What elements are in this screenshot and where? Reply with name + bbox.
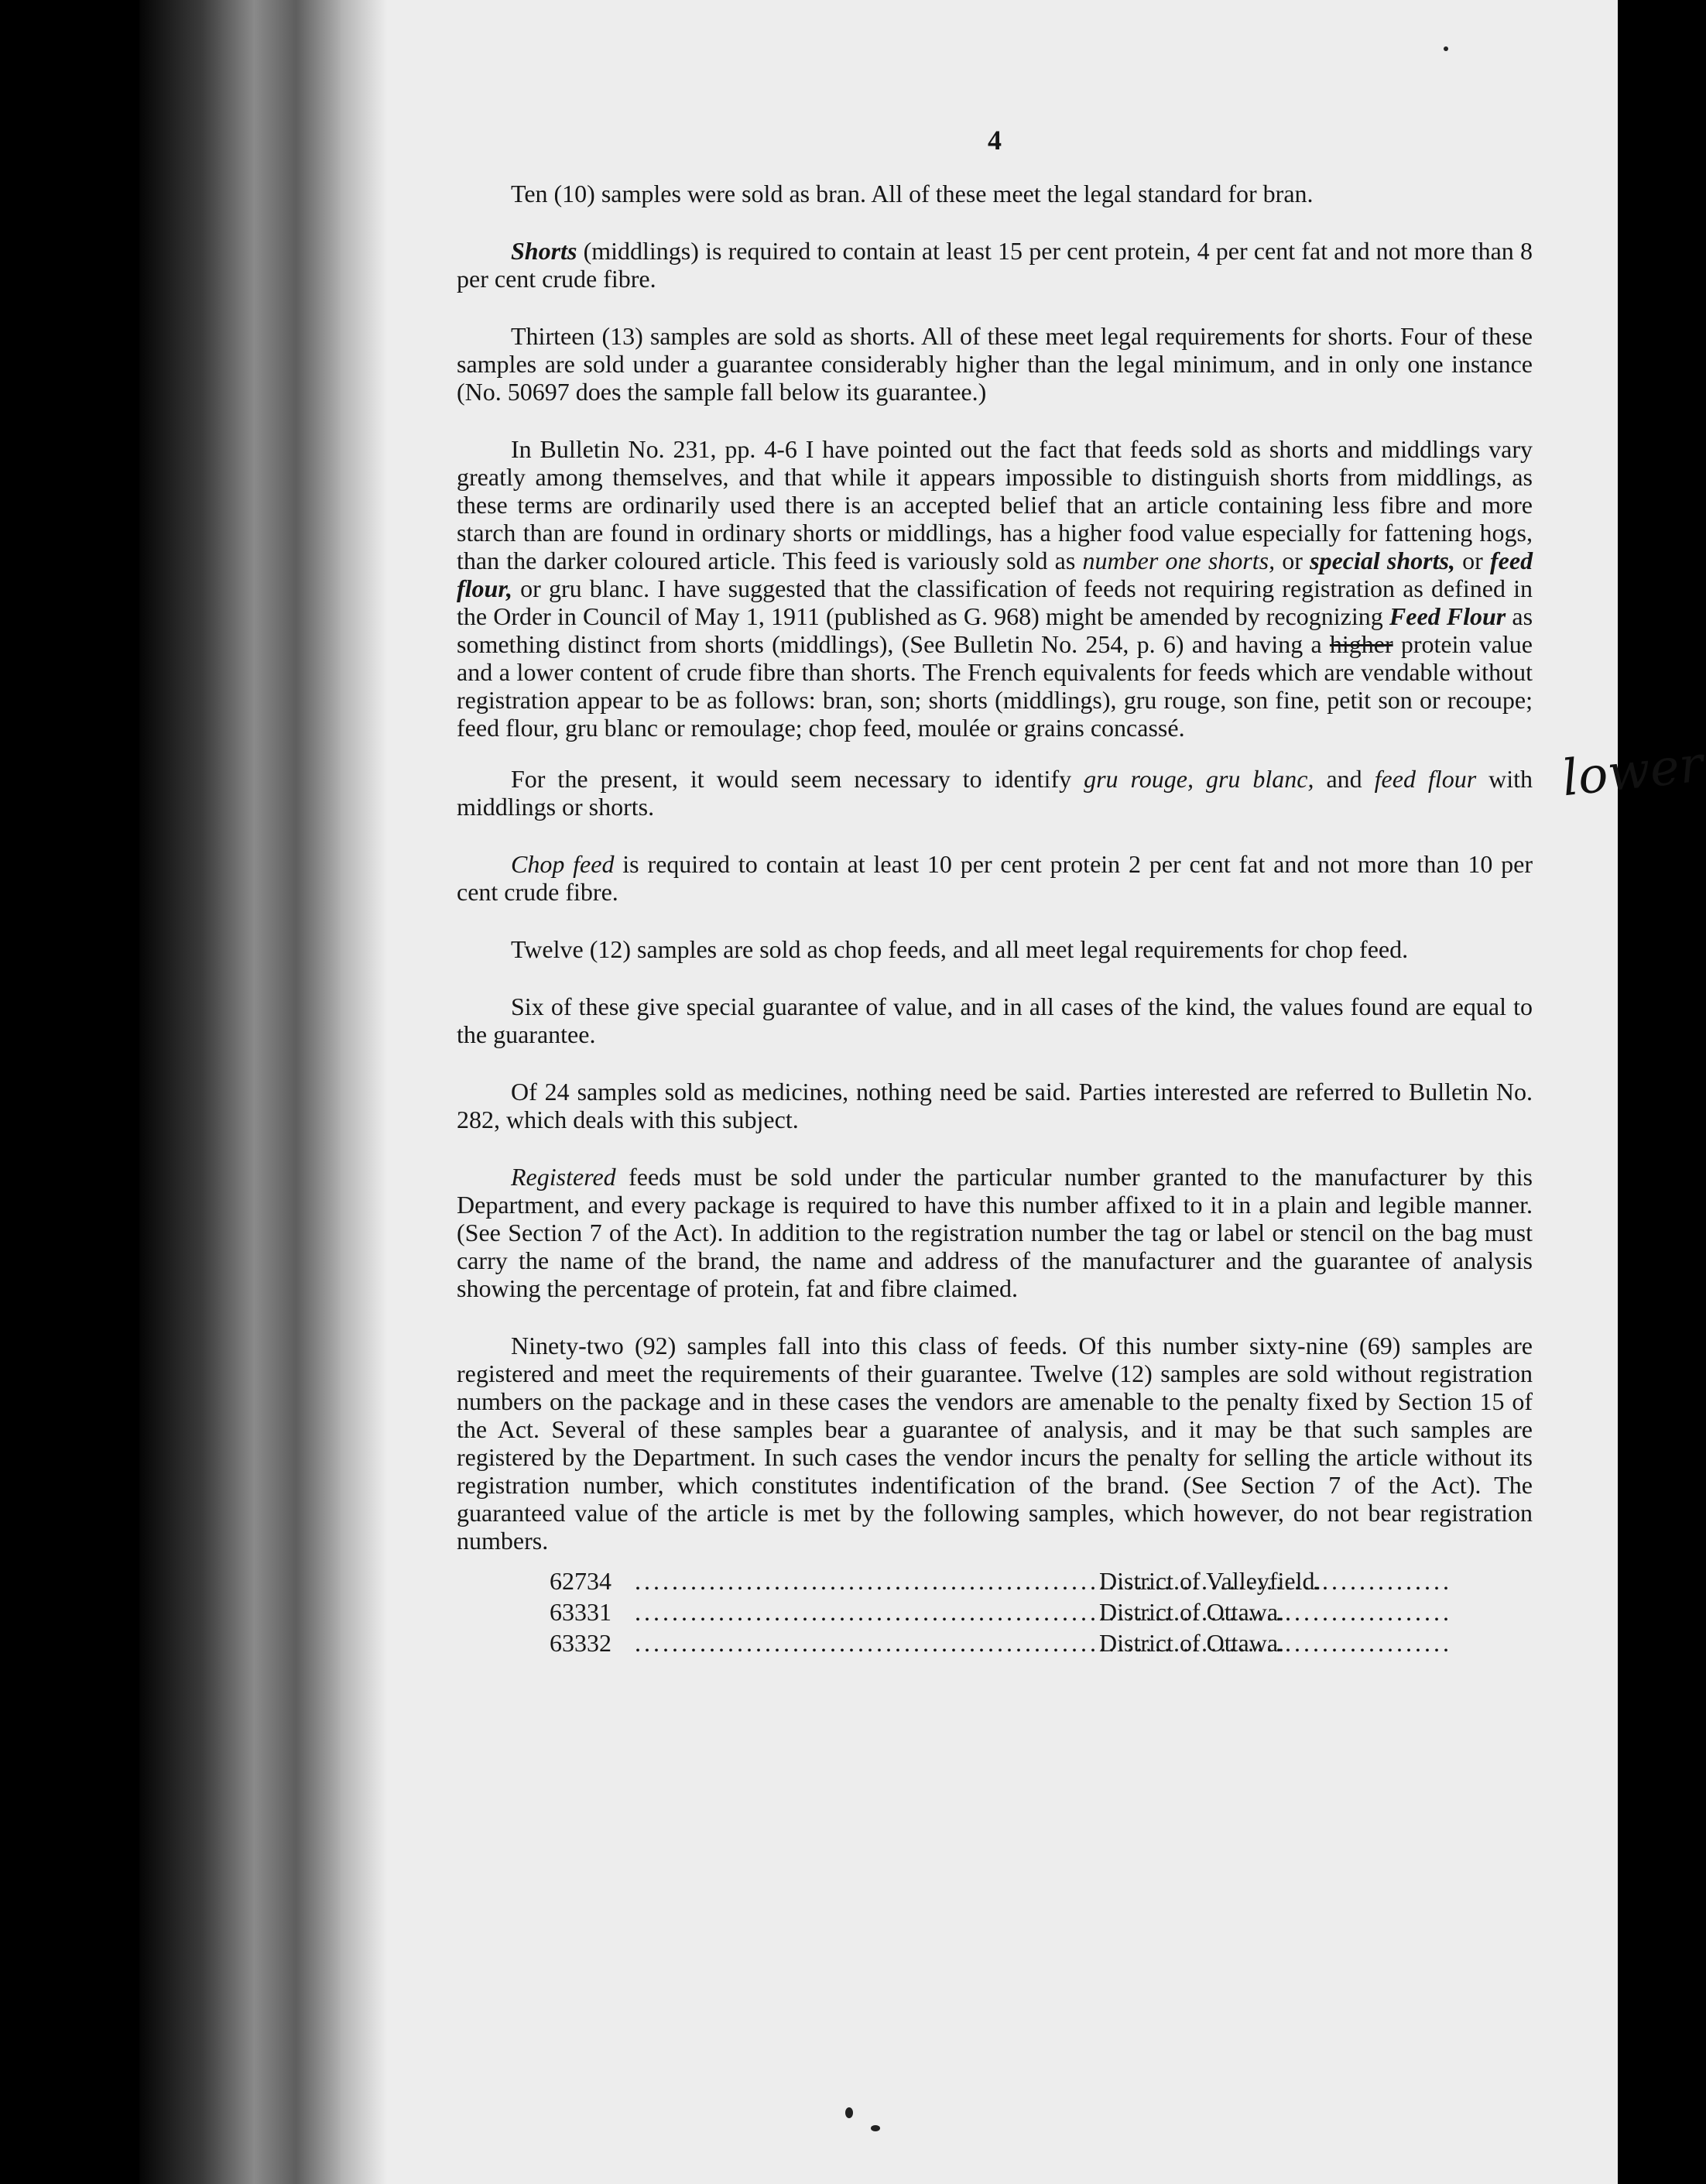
leader-dots [635, 1596, 1099, 1627]
sample-district: District of Valleyfield. [1099, 1567, 1321, 1595]
paragraph-chop-feed-definition [457, 850, 1533, 906]
sample-registry-list [550, 1565, 1533, 1658]
page-number: 4 [988, 125, 1002, 156]
scan-speck [1444, 46, 1448, 51]
shorts-definition-text: (middlings) is required to contain at least 15 per cent protein, 4 per cent fat and not more than 8 per cent crude fibre. [457, 237, 1533, 293]
paragraph-bran: Ten (10) samples were sold as bran. All of these meet the legal standard for bran. [511, 180, 1314, 207]
paragraph-special-guarantee: Six of these give special guarantee of value, and in all cases of the kind, the values found are equal to the guarantee. [457, 993, 1533, 1048]
italic-phrase: feed flour [1374, 765, 1477, 793]
sample-number: 63331 [550, 1598, 611, 1626]
text-run: feeds must be sold under the particular number granted to the manufacturer by this Department, and every package is required to have this number affixed to it in a plain and legible manner. (See Section 7 of the Act). In addition to the registration number the tag or label or stencil on the bag must carry the name of the brand, the name and address of the manufacturer and the guarantee of analysis showing the percentage of protein, fat and fibre claimed. [457, 1163, 1533, 1302]
paragraph-ninety-two-samples: Ninety-two (92) samples fall into this class of feeds. Of this number sixty-nine (69) samples are registered and meet the requirements of their guarantee. Twelve (12) samples are sold without registration numbers on the package and in these cases the vendors are amenable to the penalty fixed by Section 15 of the Act. Several of these samples bear a guarantee of analysis, and it may be that such samples are registered by the Department. In such cases the vendor incurs the penalty for selling the article without its registration number, which constitutes indentification of the brand. (See Section 7 of the Act). The guaranteed value of the article is met by the following samples, which however, do not bear registration numbers. [457, 1332, 1533, 1555]
paragraph-shorts-samples: Thirteen (13) samples are sold as shorts. All of these meet legal requirements for shorts. Four of these samples are sold under a guarantee considerably higher than the legal minimum, and in only one instance (No. 50697 does the sample fall below its guarantee.) [457, 322, 1533, 406]
scan-speck [845, 2107, 853, 2118]
paragraph-registered-feeds [457, 1163, 1533, 1302]
registry-row [550, 1565, 1533, 1596]
italic-phrase: feed flour, [457, 547, 1533, 602]
leader-dots [635, 1565, 1099, 1596]
text-run: protein value and a lower content of crude fibre than shorts. The French equivalents for feeds which are vendable without registration appear to be as follows: bran, son; shorts (middlings), gru rouge, son fine, petit son or recoupe; feed flour, gru blanc or remoulage; chop feed, moulée or grains concassé. [457, 630, 1533, 742]
struck-word: higher [1329, 630, 1393, 658]
term-shorts: Shorts [511, 237, 577, 265]
sample-district: District of Ottawa. [1099, 1629, 1285, 1657]
paragraph-medicines: Of 24 samples sold as medicines, nothing need be said. Parties interested are referred to Bulletin No. 282, which deals with this subject. [457, 1078, 1533, 1133]
italic-phrase: Feed Flour [1389, 602, 1506, 630]
text-run: and [1314, 765, 1375, 793]
text-run: with middlings or shorts. [457, 765, 1533, 821]
paragraph-bulletin-231 [457, 435, 1533, 742]
text-run: For the present, it would seem necessary to identify [511, 765, 1084, 793]
registry-row [550, 1596, 1533, 1627]
leader-dots [635, 1627, 1099, 1658]
italic-phrase: gru rouge, gru blanc, [1084, 765, 1314, 793]
text-run: or gru blanc. I have suggested that the classification of feeds not requiring registration as defined in the Order in Council of May 1, 1911 (published as G. 968) might be amended by recognizing [457, 574, 1533, 630]
scan-speck [871, 2125, 880, 2131]
registry-row [550, 1627, 1533, 1658]
book-binding-edge [139, 0, 348, 2184]
paragraph-french-equivalents [457, 765, 1533, 821]
sample-number: 62734 [550, 1567, 611, 1595]
italic-phrase: number one shorts, [1082, 547, 1276, 574]
handwritten-margin-note: lower [1559, 735, 1706, 808]
term-chop-feed: Chop feed [511, 850, 615, 878]
text-run: or [1454, 547, 1490, 574]
paragraph-shorts-definition [457, 237, 1533, 293]
sample-number: 63332 [550, 1629, 611, 1657]
sample-district: District of Ottawa. [1099, 1598, 1285, 1626]
term-registered: Registered [511, 1163, 616, 1191]
document-body [457, 124, 1533, 1658]
text-run: or [1275, 547, 1310, 574]
italic-phrase: special shorts, [1310, 547, 1455, 574]
text-run: is required to contain at least 10 per cent protein 2 per cent fat and not more than 10 per cent crude fibre. [457, 850, 1533, 906]
text-run: as something distinct from shorts (middlings), (See Bulletin No. 254, p. 6) and having a [457, 602, 1533, 658]
paragraph-chop-feed-samples: Twelve (12) samples are sold as chop feeds, and all meet legal requirements for chop feed. [511, 935, 1409, 963]
text-run: In Bulletin No. 231, pp. 4-6 I have pointed out the fact that feeds sold as shorts and middlings vary greatly among themselves, and that while it appears impossible to distinguish shorts from middlings, as these terms are ordinarily used there is an accepted belief that an article containing less fibre and more starch than are found in ordinary shorts or middlings, has a higher food value especially for fattening hogs, than the darker coloured article. This feed is variously sold as [457, 435, 1533, 574]
page-gutter-shadow [341, 0, 387, 2184]
